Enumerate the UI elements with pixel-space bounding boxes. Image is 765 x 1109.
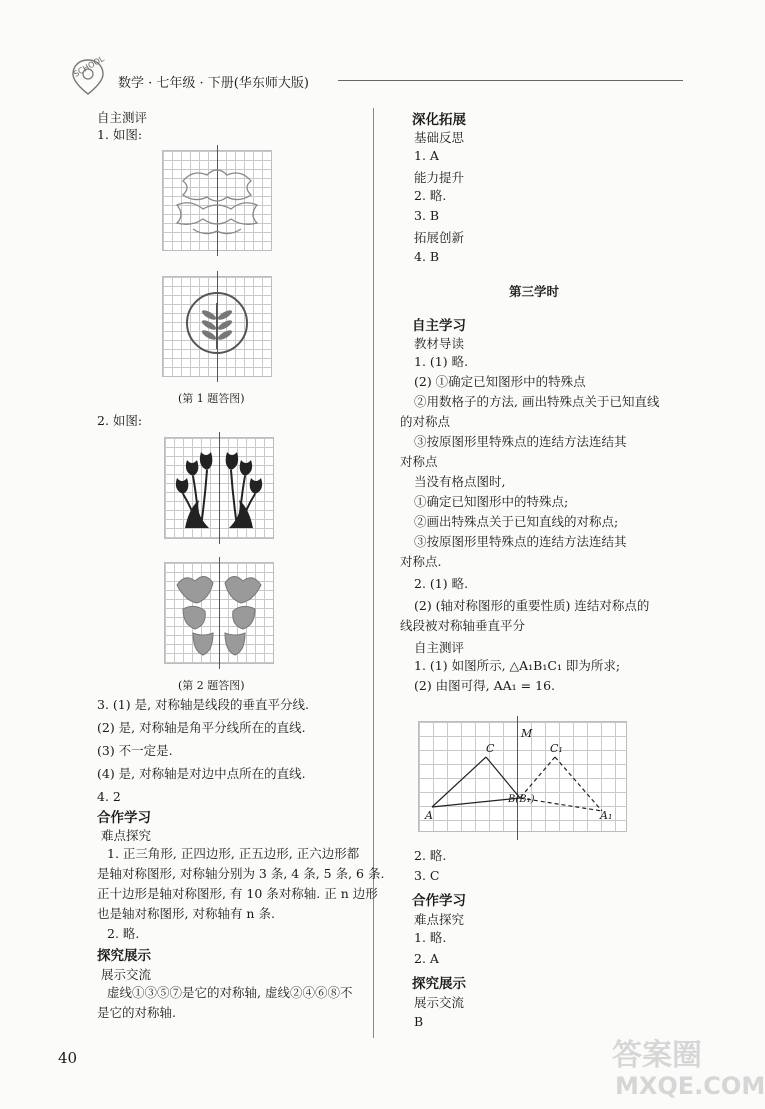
r-line-14: 线段被对称轴垂直平分 — [400, 618, 526, 633]
header-badge-text: SCHOOL — [72, 54, 106, 79]
figure-1a-grid — [162, 150, 272, 251]
r-line-17: 2. 略. — [414, 848, 447, 863]
r-line-2: (2) ①确定已知图形中的特殊点 — [414, 374, 586, 389]
page-number: 40 — [58, 1049, 78, 1067]
label-b: B(B₁) — [508, 794, 535, 805]
q3b-text: (2) 是, 对称轴是角平分线所在的直线. — [97, 720, 306, 735]
r-line-5: ③按原图形里特殊点的连结方法连结其 — [414, 434, 627, 449]
para-line-7: 是它的对称轴. — [97, 1005, 176, 1020]
label-m: M — [521, 727, 533, 740]
q3c-text: (3) 不一定是. — [97, 743, 173, 758]
answer-2: 2. 略. — [414, 188, 447, 203]
para-line-4: 也是轴对称图形, 对称轴有 n 条. — [97, 906, 275, 921]
label-a1: A₁ — [600, 809, 613, 822]
answer-4: 4. B — [414, 249, 440, 264]
q3d-text: (4) 是, 对称轴是对边中点所在的直线. — [97, 766, 306, 781]
subsection-difficulty: 难点探究 — [101, 828, 152, 843]
subsection-basic: 基础反思 — [414, 130, 465, 145]
flower-figure-icon — [165, 563, 273, 663]
r-line-18: 3. C — [414, 868, 440, 883]
q4-text: 4. 2 — [97, 789, 121, 804]
header-rule — [338, 80, 683, 81]
label-c1: C₁ — [550, 742, 563, 755]
subsection-self-test-2: 自主测评 — [414, 640, 465, 655]
figure-2a-grid — [164, 437, 274, 539]
section-self-test: 自主测评 — [97, 110, 148, 125]
watermark-bottom: MXQE.COM — [615, 1072, 765, 1100]
para-line-6: 虚线①③⑤⑦是它的对称轴, 虚线②④⑥⑧不 — [107, 985, 353, 1000]
section-explore-2: 探究展示 — [412, 976, 466, 992]
lesson-title: 第三学时 — [509, 284, 560, 299]
r-line-6: 对称点 — [400, 454, 438, 469]
section-cooperative: 合作学习 — [97, 810, 151, 826]
tulip-figure-icon — [165, 438, 273, 538]
r-line-10: ③按原图形里特殊点的连结方法连结其 — [414, 534, 627, 549]
r-line-16: (2) 由图可得, AA₁ = 16. — [414, 678, 555, 693]
r-line-15: 1. (1) 如图所示, △A₁B₁C₁ 即为所求; — [414, 658, 621, 673]
figure-1b-grid — [162, 276, 272, 377]
subsection-ability: 能力提升 — [414, 170, 465, 185]
r-line-4: 的对称点 — [400, 414, 451, 429]
para-line-2: 是轴对称图形, 对称轴分别为 3 条, 4 条, 5 条, 6 条. — [97, 866, 385, 881]
r-line-21: B — [414, 1014, 424, 1029]
para-line-5: 2. 略. — [107, 926, 140, 941]
r-line-13: (2) (轴对称图形的重要性质) 连结对称点的 — [414, 598, 650, 613]
figure-2b-grid — [164, 562, 274, 664]
r-line-12: 2. (1) 略. — [414, 576, 469, 591]
watermark-top: 答案圈 — [612, 1038, 702, 1073]
answer-3: 3. B — [414, 208, 440, 223]
r-line-9: ②画出特殊点关于已知直线的对称点; — [414, 514, 619, 529]
r-line-20: 2. A — [414, 951, 439, 966]
label-c: C — [486, 742, 495, 755]
para-line-3: 正十边形是轴对称图形, 有 10 条对称轴. 正 n 边形 — [97, 886, 378, 901]
q1-text: 1. 如图: — [97, 127, 143, 142]
section-deepen: 深化拓展 — [412, 112, 466, 128]
r-line-3: ②用数格子的方法, 画出特殊点关于已知直线 — [414, 394, 660, 409]
q2-text: 2. 如图: — [97, 413, 143, 428]
subsection-extension: 拓展创新 — [414, 230, 465, 245]
leaf-circle-icon — [163, 277, 271, 376]
section-explore: 探究展示 — [97, 948, 151, 964]
para-line-1: 1. 正三角形, 正四边形, 正五边形, 正六边形都 — [107, 846, 360, 861]
subsection-textbook: 教材导读 — [414, 336, 465, 351]
r-line-7: 当没有格点图时, — [414, 474, 506, 489]
section-cooperative-2: 合作学习 — [412, 893, 466, 909]
page-header-title: 数学 · 七年级 · 下册(华东师大版) — [118, 76, 309, 91]
subsection-difficulty-2: 难点探究 — [414, 912, 465, 927]
r-line-19: 1. 略. — [414, 930, 447, 945]
r-line-1: 1. (1) 略. — [414, 354, 469, 369]
subsection-exchange-2: 展示交流 — [414, 995, 465, 1010]
r-line-8: ①确定已知图形中的特殊点; — [414, 494, 569, 509]
figure-1-caption: (第 1 题答图) — [178, 392, 245, 405]
subsection-exchange: 展示交流 — [101, 967, 152, 982]
r-line-11: 对称点. — [400, 554, 442, 569]
answer-1: 1. A — [414, 148, 439, 163]
figure-2-caption: (第 2 题答图) — [178, 679, 245, 692]
label-a: A — [425, 809, 433, 822]
section-self-study: 自主学习 — [412, 318, 466, 334]
q3a-text: 3. (1) 是, 对称轴是线段的垂直平分线. — [97, 697, 310, 712]
ornament-figure-icon — [163, 151, 271, 250]
